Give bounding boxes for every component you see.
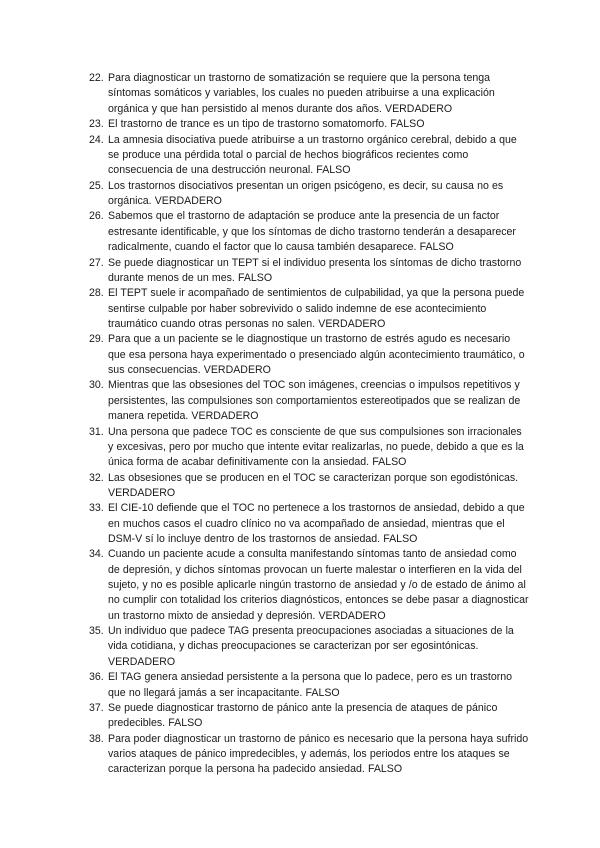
question-item: [89, 332, 529, 378]
question-text: Una persona que padece TOC es consciente de que sus compulsiones son irracionales y excesivas, pero por mucho que intente evitar realizarlas, no puede, debido a que es la única forma de acabar definitivamente con la ansiedad. FALSO: [108, 425, 524, 469]
question-text: El TAG genera ansiedad persistente a la persona que lo padece, pero es un trastorno que no llegará jamás a ser incapacitante. FALSO: [108, 671, 513, 699]
question-text: El trastorno de trance es un tipo de trastorno somatomorfo. FALSO: [108, 118, 425, 131]
question-item: [89, 425, 529, 471]
question-number: 22.: [89, 72, 104, 84]
question-item: [89, 286, 529, 332]
question-item: [89, 624, 529, 670]
question-item: [89, 501, 529, 547]
question-number: 36.: [89, 671, 104, 684]
question-number: 23.: [89, 118, 104, 131]
question-item: [89, 117, 529, 132]
question-item: [89, 732, 529, 778]
question-item: [89, 547, 529, 623]
question-text: Las obsesiones que se producen en el TOC se caracterizan porque son egodistónicas. VERDADERO: [108, 471, 519, 499]
question-text: Para poder diagnosticar un trastorno de pánico es necesario que la persona haya sufrido varios ataques de pánico impredecibles, y además, los periodos entre los ataques se caracterizan porque la persona ha padecido ansiedad. FALSO: [108, 732, 529, 776]
question-text: El CIE-10 defiende que el TOC no pertenece a los trastornos de ansiedad, debido a que en muchos casos el cuadro clínico no va acompañado de ansiedad, mientras que el DSM-V sí lo incluye dentro de los trastornos de ansiedad. FALSO: [108, 502, 525, 545]
question-number: 26.: [89, 210, 104, 223]
question-number: 30.: [89, 379, 104, 392]
question-item: [89, 133, 529, 179]
question-list: [89, 71, 529, 778]
question-text: Mientras que las obsesiones del TOC son imágenes, creencias o impulsos repetitivos y persistentes, las compulsiones son comportamientos estereotipados que se realizan de manera repetida. VERDADERO: [108, 379, 521, 423]
question-item: [89, 179, 529, 210]
question-number: 32.: [89, 471, 104, 484]
question-number: 31.: [89, 425, 104, 438]
question-item: [89, 471, 529, 502]
question-text: Para que a un paciente se le diagnostique un trastorno de estrés agudo es necesario que esa persona haya experimentado o presenciado algún acontecimiento traumático, o sus consecuencias. VERDADERO: [108, 333, 525, 376]
question-text: Cuando un paciente acude a consulta manifestando síntomas tanto de ansiedad como de depresión, y dichos síntomas provocan un fuerte malestar o interfieren en la vida del sujeto, y no es posible aplicarle ningún trastorno de ansiedad y /o de estado de ánimo al no cumplir con totalidad los criterios diagnósticos, entonces se debe pasar a diagnosticar un trastorno mixto de ansiedad y depresión. VERDADERO: [108, 548, 529, 622]
question-text: Sabemos que el trastorno de adaptación se produce ante la presencia de un factor estresante identificable, y que los síntomas de dicho trastorno tenderán a desaparecer radicalmente, cuando el factor que lo causa también desaparece. FALSO: [108, 210, 516, 254]
question-number: 34.: [89, 548, 104, 561]
question-number: 28.: [89, 287, 104, 300]
question-text: Para diagnosticar un trastorno de somatización se requiere que la persona tenga síntomas somáticos y variables, los cuales no pueden atribuirse a una explicación orgánica y que han persistido al menos durante dos años. VERDADERO: [108, 72, 495, 115]
question-number: 27.: [89, 256, 104, 269]
question-number: 38.: [89, 732, 104, 745]
question-text: Se puede diagnosticar trastorno de pánico ante la presencia de ataques de pánico predecibles. FALSO: [108, 701, 498, 730]
question-item: [89, 378, 529, 424]
question-item: [89, 209, 529, 255]
question-number: 24.: [89, 133, 104, 146]
question-number: 33.: [89, 502, 104, 515]
question-text: Los trastornos disociativos presentan un origen psicógeno, es decir, su causa no es orgánica. VERDADERO: [108, 179, 504, 207]
question-item: [89, 256, 529, 287]
question-text: El TEPT suele ir acompañado de sentimientos de culpabilidad, ya que la persona puede sentirse culpable por haber sobrevivido o salido indemne de ese acontecimiento traumático cuando otras personas no salen. VERDADERO: [108, 287, 525, 330]
question-item: [89, 71, 529, 117]
question-text: Se puede diagnosticar un TEPT si el individuo presenta los síntomas de dicho trastorno durante menos de un mes. FALSO: [108, 256, 522, 284]
question-text: Un individuo que padece TAG presenta preocupaciones asociadas a situaciones de la vida cotidiana, y dichas preocupaciones se caracterizan por ser egosintónicas. VERDADERO: [108, 625, 514, 668]
question-number: 37.: [89, 701, 104, 714]
question-number: 25.: [89, 179, 104, 192]
question-number: 29.: [89, 333, 104, 346]
question-number: 35.: [89, 625, 104, 638]
question-item: [89, 701, 529, 732]
question-text: La amnesia disociativa puede atribuirse a un trastorno orgánico cerebral, debido a que se produce una pérdida total o parcial de hechos biográficos recientes como consecuencia de una destrucción neuronal. FALSO: [108, 133, 517, 177]
question-item: [89, 670, 529, 701]
